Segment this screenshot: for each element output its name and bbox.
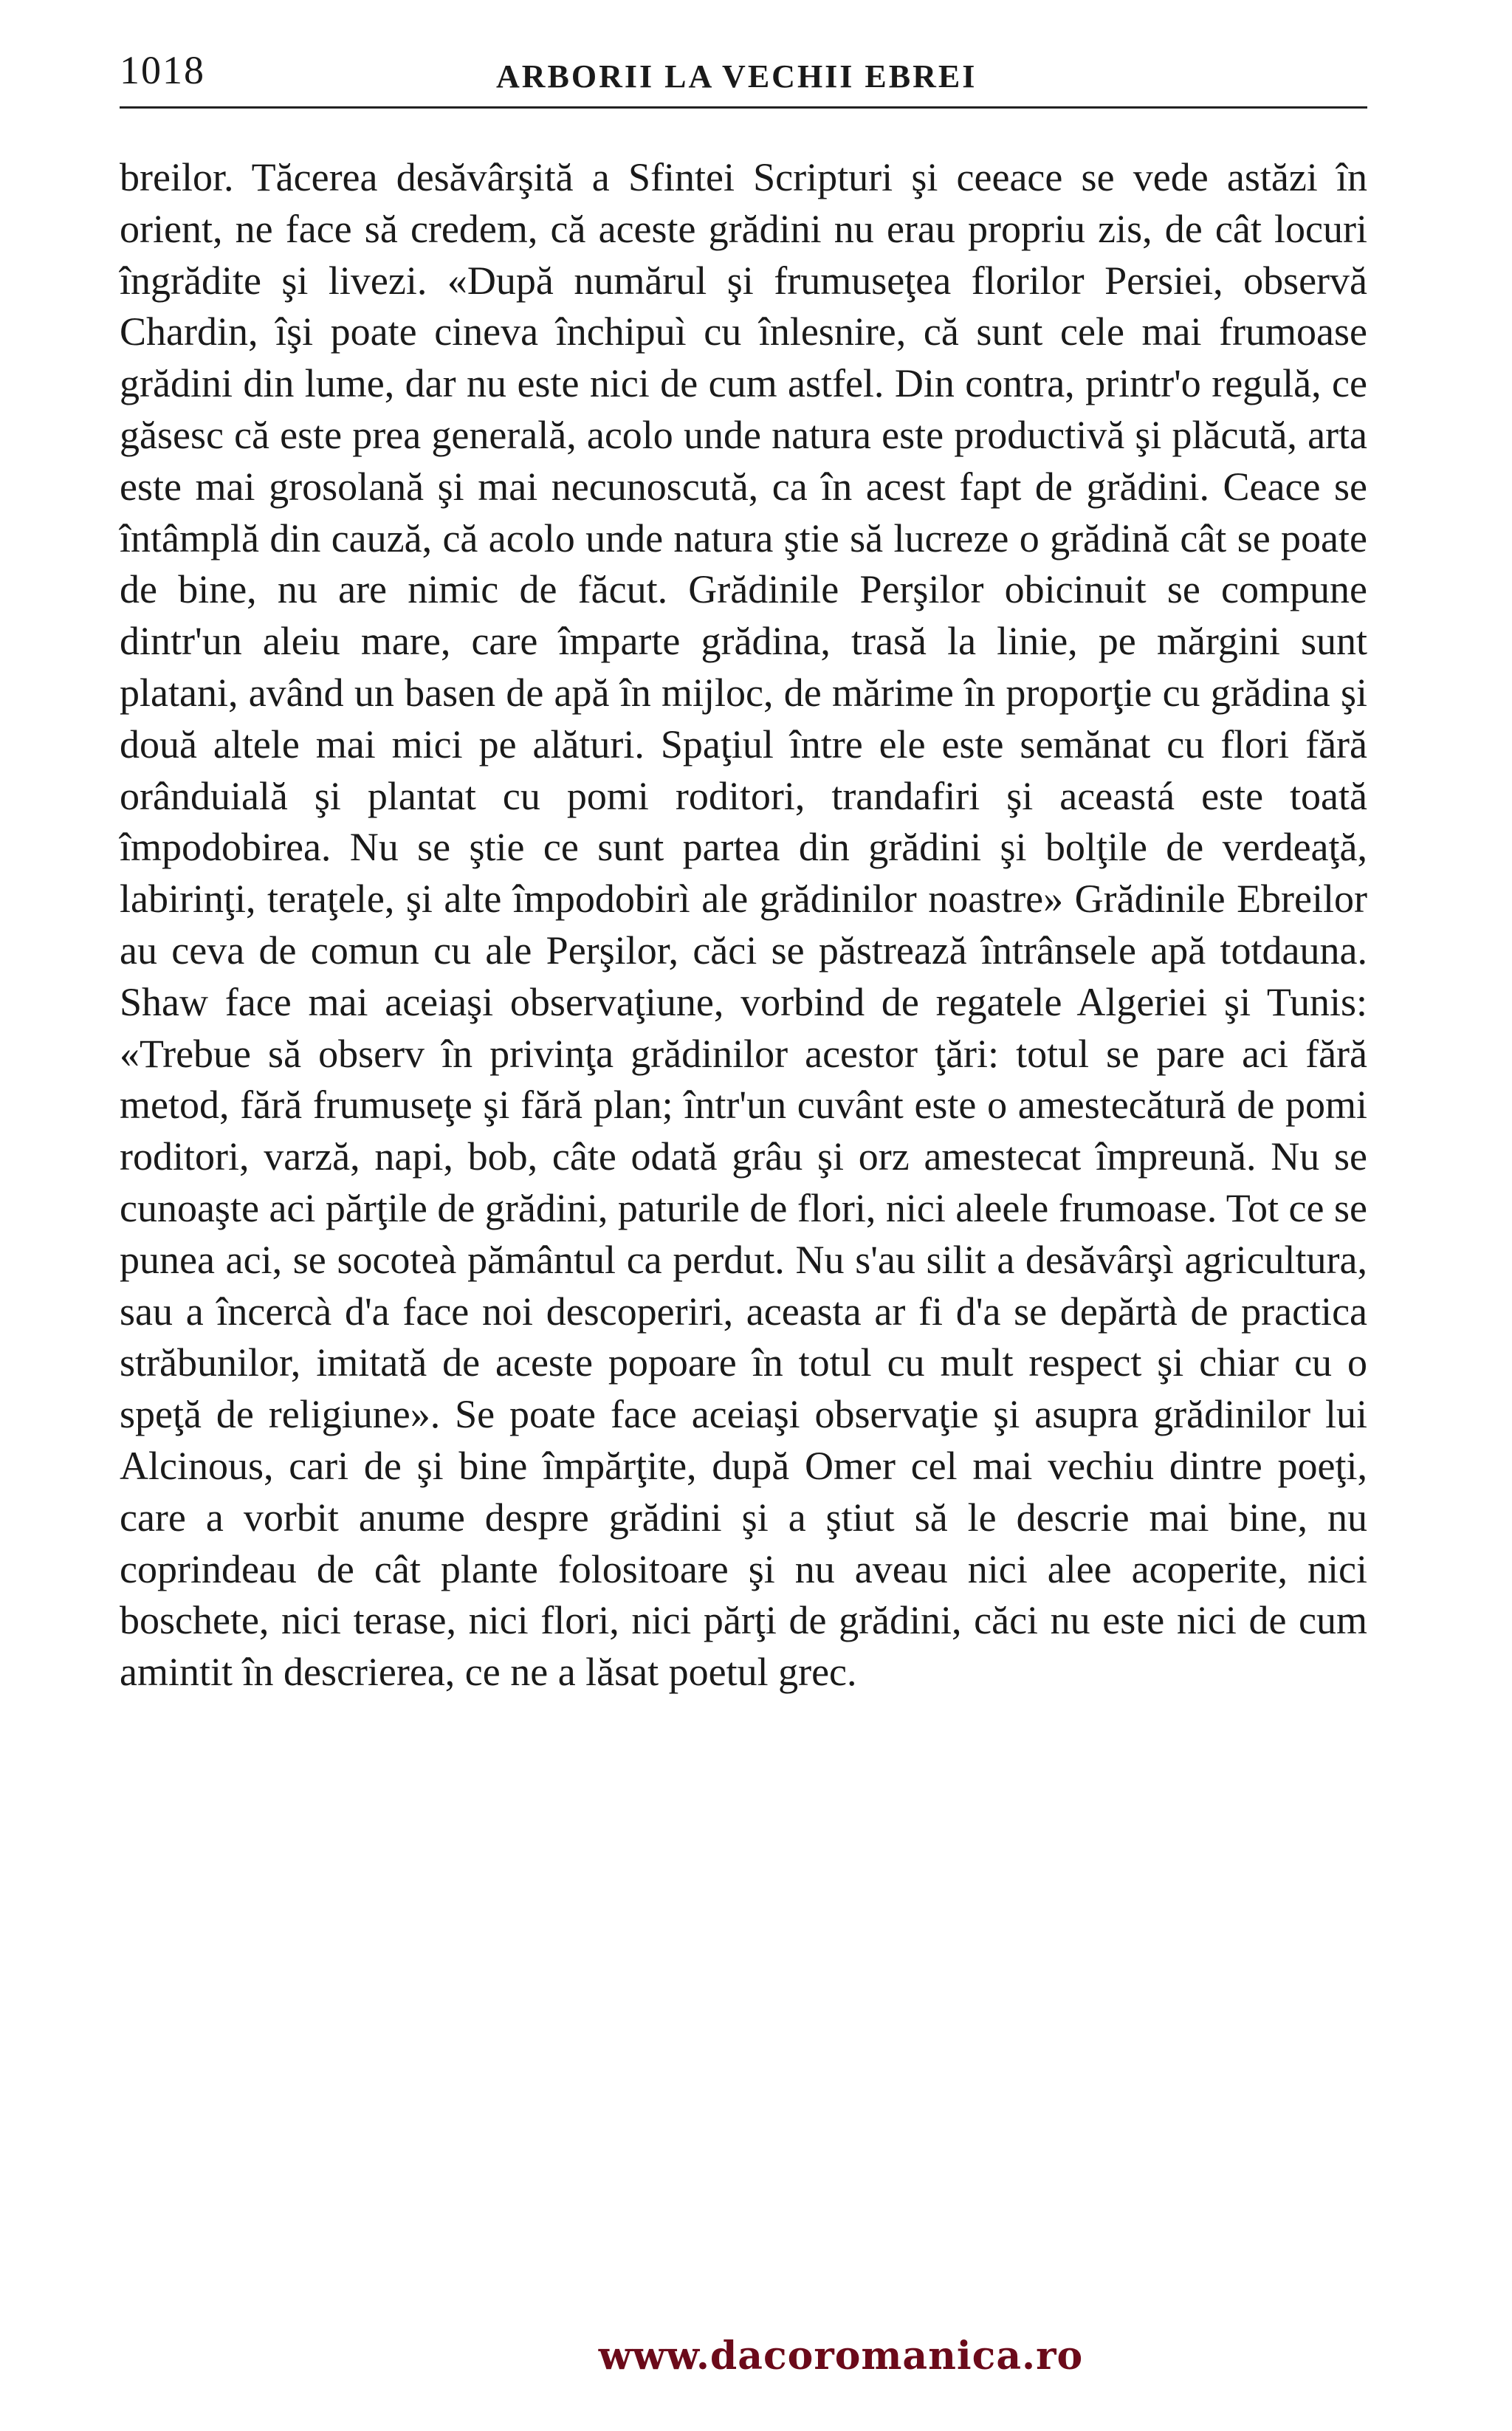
header-rule xyxy=(120,106,1367,109)
source-watermark: www.dacoromanica.ro xyxy=(598,2334,1084,2379)
body-paragraph: breilor. Tăcerea desăvârşită a Sfintei Scripturi şi ceeace se vede astăzi în orient, ne face să credem, că aceste grădini nu erau propriu zis, de cât locuri îngrădite şi livezi. «După numărul şi frumuseţea florilor Persiei, observă Chardin, îşi poate cineva închipuì cu înlesnire, că sunt cele mai frumoase grădini din lume, dar nu este nici de cum astfel. Din contra, printr'o regulă, ce găsesc că este prea generală, acolo unde natura este productivă şi plăcută, arta este mai grosolană şi mai necunoscută, ca în acest fapt de grădini. Ceace se întâmplă din cauză, că acolo unde natura ştie să lucreze o grădină cât se poate de bine, nu are nimic de făcut. Grădinile Perşilor obicinuit se compune dintr'un aleiu mare, care împarte grădina, trasă la linie, pe mărgini sunt platani, având un basen de apă în mijloc, de mărime în proporţie cu grădina şi două altele mai mici pe alături. Spaţiul între ele este semănat cu flori fără orânduială şi plantat cu pomi roditori, trandafiri şi aceastá este toată împodobirea. Nu se ştie ce sunt partea din grădini şi bolţile de verdeaţă, labirinţi, teraţele, şi alte împodobirì ale grădinilor noastre» Grădinile Ebreilor au ceva de comun cu ale Perşilor, căci se păstrează întrânsele apă totdauna. Shaw face mai aceiaşi observaţiune, vorbind de regatele Algeriei şi Tunis: «Trebue să observ în privinţa grădinilor acestor ţări: totul se pare aci fără metod, fără frumuseţe şi fără plan; într'un cuvânt este o amestecătură de pomi roditori, varză, napi, bob, câte odată grâu şi orz amestecat împreună. Nu se cunoaşte aci părţile de grădini, paturile de flori, nici aleele frumoase. Tot ce se punea aci, se socoteà pământul ca perdut. Nu s'au silit a desăvârşì agricultura, sau a încercà d'a face noi descoperiri, aceasta ar fi d'a se depărtà de practica străbunilor, imitată de aceste popoare în totul cu mult respect şi chiar cu o speţă de religiune». Se poate face aceiaşi observaţie şi asupra grădinilor lui Alcinous, cari de şi bine împărţite, după Omer cel mai vechiu dintre poeţi, care a vorbit anume despre grădini şi a ştiut să le descrie mai bine, nu coprindeau de cât plante folositoare şi nu aveau nici alee acoperite, nici boschete, nici terase, nici flori, nici părţi de grădini, căci nu este nici de cum amintit în descrierea, ce ne a lăsat poetul grec. xyxy=(120,155,1367,1695)
page-header xyxy=(120,43,1367,109)
page-number: 1018 xyxy=(120,48,205,92)
running-head: ARBORII LA VECHII EBREI xyxy=(496,58,977,95)
page-footer xyxy=(0,2334,1512,2379)
